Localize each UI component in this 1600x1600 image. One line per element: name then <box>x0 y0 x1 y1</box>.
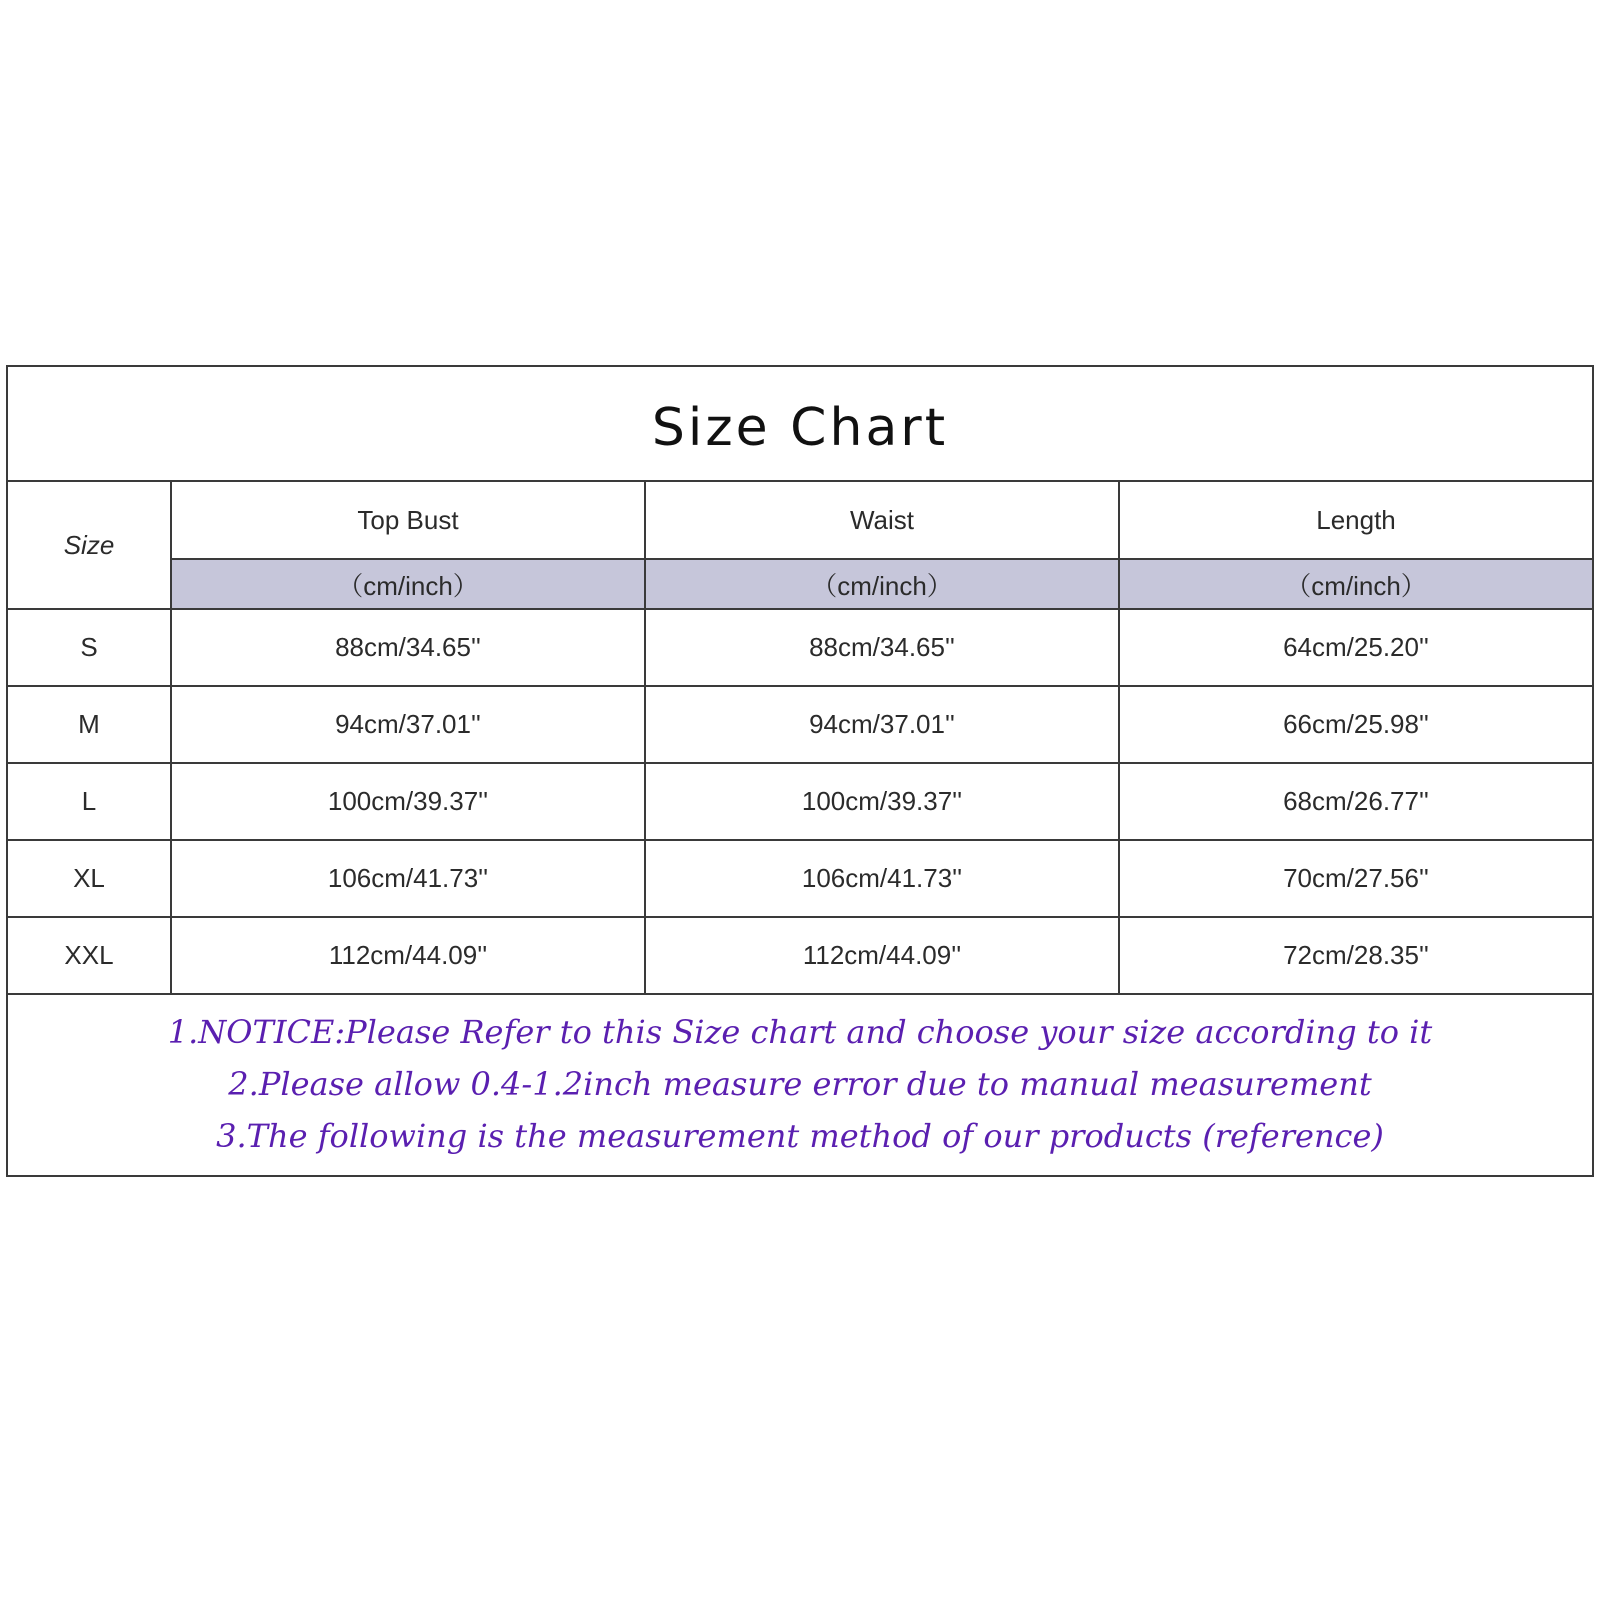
size-cell: L <box>8 763 171 840</box>
size-cell: S <box>8 609 171 686</box>
waist-cell: 88cm/34.65'' <box>645 609 1119 686</box>
table-row <box>8 609 1592 686</box>
size-cell: XL <box>8 840 171 917</box>
top-bust-cell: 100cm/39.37'' <box>171 763 645 840</box>
size-cell: M <box>8 686 171 763</box>
top-bust-cell: 112cm/44.09'' <box>171 917 645 994</box>
table-row <box>8 840 1592 917</box>
column-header-length: Length <box>1119 482 1592 559</box>
length-cell: 68cm/26.77'' <box>1119 763 1592 840</box>
header-row <box>8 482 1592 559</box>
size-table <box>8 482 1592 995</box>
note-line-1: 1.NOTICE:Please Refer to this Size chart and choose your size according to it <box>167 1012 1433 1051</box>
title-row <box>8 367 1592 482</box>
size-chart <box>6 365 1594 1177</box>
length-cell: 70cm/27.56'' <box>1119 840 1592 917</box>
top-bust-cell: 106cm/41.73'' <box>171 840 645 917</box>
waist-cell: 100cm/39.37'' <box>645 763 1119 840</box>
note-line-2: 2.Please allow 0.4-1.2inch measure error due to manual measurement <box>228 1064 1372 1103</box>
notes-section <box>8 992 1592 1175</box>
length-cell: 72cm/28.35'' <box>1119 917 1592 994</box>
unit-row <box>8 559 1592 609</box>
unit-label-length: （cm/inch） <box>1119 559 1592 609</box>
top-bust-cell: 94cm/37.01'' <box>171 686 645 763</box>
unit-label-top-bust: （cm/inch） <box>171 559 645 609</box>
table-row <box>8 686 1592 763</box>
length-cell: 66cm/25.98'' <box>1119 686 1592 763</box>
size-cell: XXL <box>8 917 171 994</box>
length-cell: 64cm/25.20'' <box>1119 609 1592 686</box>
chart-title: Size Chart <box>651 397 949 458</box>
table-row <box>8 763 1592 840</box>
top-bust-cell: 88cm/34.65'' <box>171 609 645 686</box>
column-header-top-bust: Top Bust <box>171 482 645 559</box>
size-column-header: Size <box>8 482 171 609</box>
column-header-waist: Waist <box>645 482 1119 559</box>
note-line-3: 3.The following is the measurement method of our products (reference) <box>216 1116 1384 1155</box>
waist-cell: 106cm/41.73'' <box>645 840 1119 917</box>
waist-cell: 112cm/44.09'' <box>645 917 1119 994</box>
waist-cell: 94cm/37.01'' <box>645 686 1119 763</box>
unit-label-waist: （cm/inch） <box>645 559 1119 609</box>
table-row <box>8 917 1592 994</box>
